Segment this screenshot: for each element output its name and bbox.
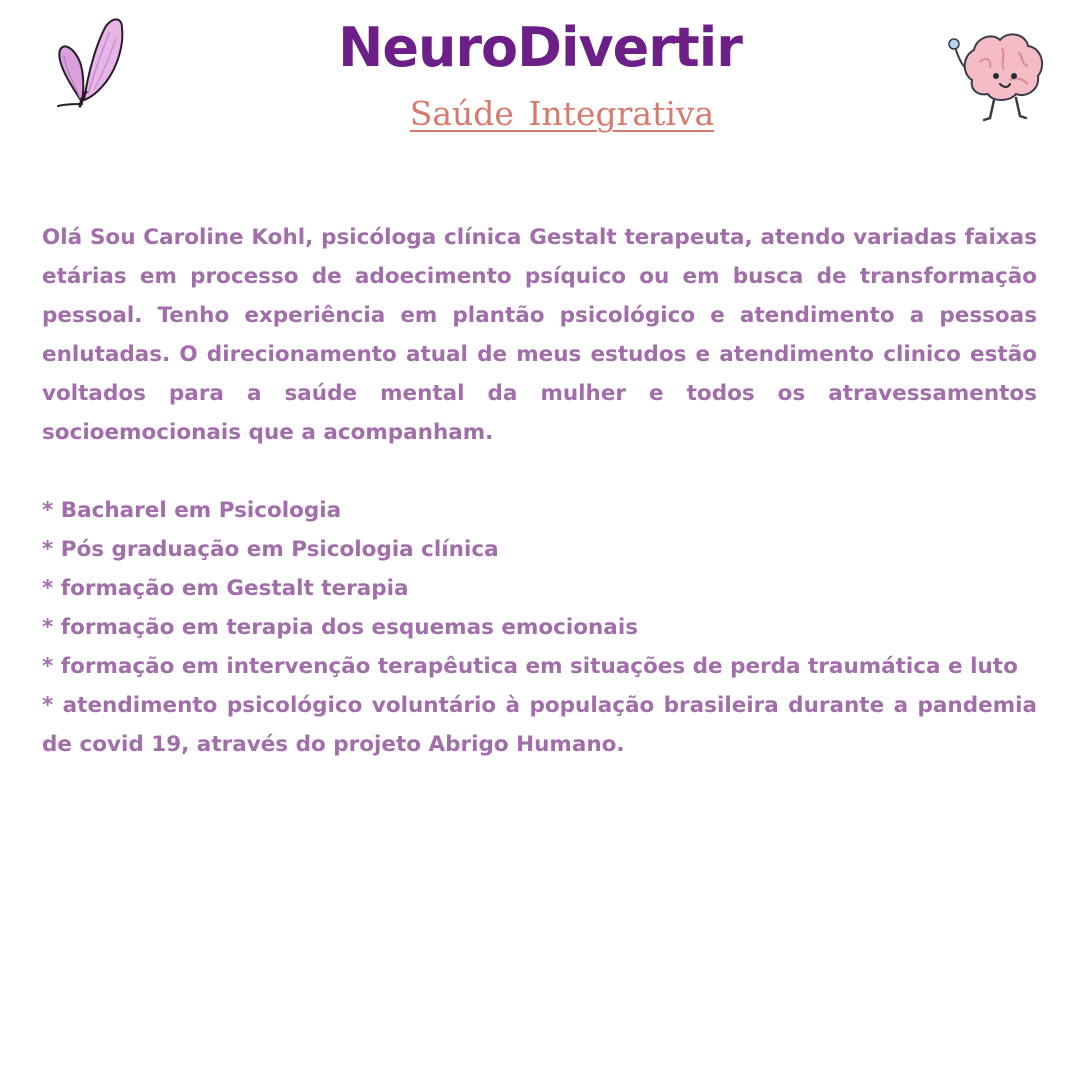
credential-item: * formação em terapia dos esquemas emocionais [42,615,638,640]
credential-item: * formação em intervenção terapêutica em situações de perda traumática e luto [42,654,1018,679]
credential-item: * atendimento psicológico voluntário à população brasileira durante a pandemia de covid 19, através do projeto Abrigo Humano. [42,693,1037,757]
brand-title: NeuroDivertir [338,16,742,79]
credential-item: * Bacharel em Psicologia [42,498,342,523]
intro-paragraph: Olá Sou Caroline Kohl, psicóloga clínica Gestalt terapeuta, atendo variadas faixas etárias em processo de adoecimento psíquico ou em busca de transformação pessoal. Tenho experiência em plantão psicológico e atendimento a pessoas enlutadas. O direcionamento atual de meus estudos e atendimento clinico estão voltados para a saúde mental da mulher e todos os atravessamentos socioemocionais que a acompanham. [42,225,1037,445]
credential-item: * Pós graduação em Psicologia clínica [42,537,499,562]
bio-content [42,218,1037,764]
credential-item: * formação em Gestalt terapia [42,576,409,601]
credentials-list [42,491,1037,764]
subtitle: Saúde Integrativa [409,94,715,133]
